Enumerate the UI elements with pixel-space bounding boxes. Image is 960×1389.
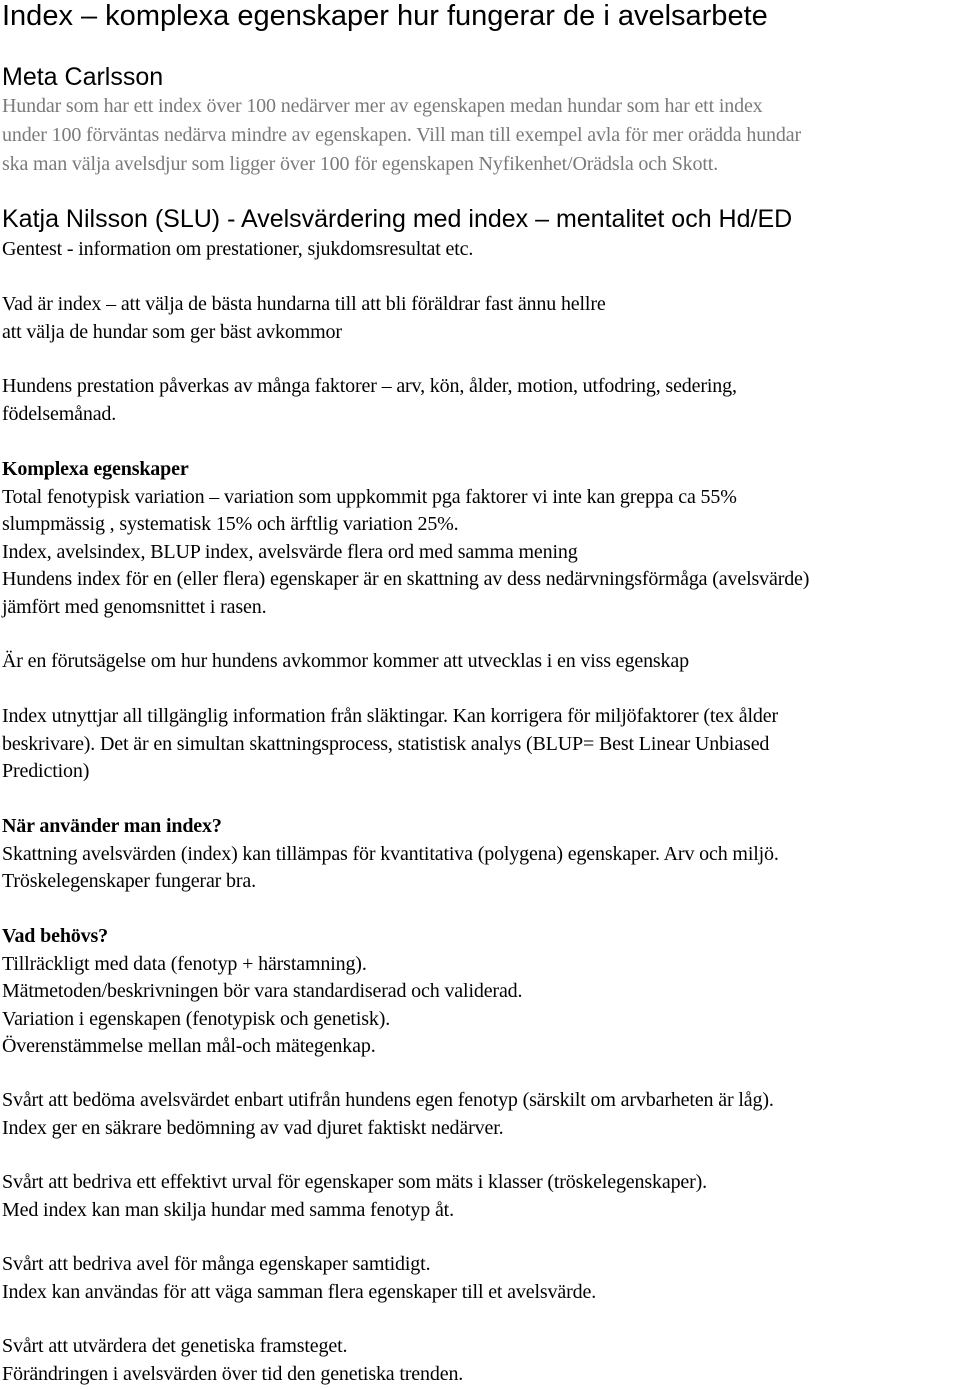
paragraph-svart-manga-egenskaper (2, 1251, 960, 1306)
document-title: Index – komplexa egenskaper hur fungerar de i avelsarbete (2, 0, 768, 32)
speaker2-heading: Katja Nilsson (SLU) - Avelsvärdering med index – mentalitet och Hd/ED (2, 205, 793, 233)
section-heading-komplexa-egenskaper: Komplexa egenskaper (2, 458, 189, 480)
text-line: Med index kan man skilja hundar med samma fenotyp åt. (2, 1198, 454, 1221)
text-line: Total fenotypisk variation – variation som uppkommit pga faktorer vi inte kan greppa ca 55% (2, 485, 737, 508)
text-line: Variation i egenskapen (fenotypisk och genetisk). (2, 1007, 391, 1030)
text-line: Svårt att bedriva avel för många egenskaper samtidigt. (2, 1253, 431, 1275)
text-line: Svårt att bedriva ett effektivt urval för egenskaper som mäts i klasser (tröskelegenskaper). (2, 1171, 708, 1193)
text-line: under 100 förväntas nedärva mindre av egenskapen. Vill man till exempel avla för mer orädda hundar (2, 124, 801, 146)
text-line: Mätmetoden/beskrivningen bör vara standardiserad och validerad. (2, 980, 523, 1002)
text-line: Index, avelsindex, BLUP index, avelsvärde flera ord med samma mening (2, 540, 578, 563)
text-line: Gentest - information om prestationer, sjukdomsresultat etc. (2, 238, 474, 260)
speaker1-text (2, 92, 960, 179)
text-line: att välja de hundar som ger bäst avkommor (2, 320, 342, 343)
text-line: Vad är index – att välja de bästa hundarna till att bli föräldrar fast ännu hellre (2, 293, 606, 315)
text-line: Index kan användas för att väga samman flera egenskaper till et avelsvärde. (2, 1280, 597, 1303)
section-heading-nar-anvander-man-index: När använder man index? (2, 815, 222, 837)
paragraph-komplexa (2, 456, 960, 621)
paragraph-vad-ar-index (2, 291, 960, 346)
text-line: Hundar som har ett index över 100 nedärver mer av egenskapen medan hundar som har ett index (2, 95, 763, 117)
text-line: Hundens index för en (eller flera) egenskaper är en skattning av dess nedärvningsförmåga (avelsvärde) (2, 568, 810, 590)
paragraph-vad-behovs (2, 923, 960, 1061)
paragraph-forutsagelse (2, 648, 960, 676)
paragraph-hundens-prestation (2, 373, 960, 428)
text-line: jämfört med genomsnittet i rasen. (2, 595, 267, 618)
text-line: Hundens prestation påverkas av många faktorer – arv, kön, ålder, motion, utfodring, sedering, (2, 375, 737, 397)
paragraph-svart-bedoma (2, 1087, 960, 1142)
text-line: Förändringen i avelsvärden över tid den genetiska trenden. (2, 1362, 464, 1385)
text-line: slumpmässig , systematisk 15% och ärftlig variation 25%. (2, 513, 459, 535)
paragraph-nar-anvander (2, 813, 960, 896)
text-line: Prediction) (2, 760, 90, 782)
text-line: födelsemånad. (2, 402, 117, 425)
paragraph-index-utnyttjar (2, 703, 960, 786)
text-line: Index ger en säkrare bedömning av vad djuret faktiskt nedärver. (2, 1116, 504, 1139)
paragraph-genetiska-framsteget (2, 1333, 960, 1388)
text-line: Index utnyttjar all tillgänglig information från släktingar. Kan korrigera för miljöfaktorer (tex ålder (2, 705, 778, 727)
text-line: Svårt att utvärdera det genetiska framsteget. (2, 1335, 348, 1357)
section-heading-vad-behovs: Vad behövs? (2, 925, 108, 947)
paragraph-svart-urval (2, 1169, 960, 1224)
speaker-name-meta-carlsson: Meta Carlsson (2, 63, 164, 91)
text-line: Skattning avelsvärden (index) kan tillämpas för kvantitativa (polygena) egenskaper. Arv och miljö. (2, 842, 779, 865)
text-line: Tillräckligt med data (fenotyp + härstamning). (2, 952, 367, 975)
text-line: beskrivare). Det är en simultan skattningsprocess, statistisk analys (BLUP= Best Linear Unbiased (2, 732, 770, 755)
text-line: Tröskelegenskaper fungerar bra. (2, 870, 256, 892)
text-line: ska man välja avelsdjur som ligger över 100 för egenskapen Nyfikenhet/Orädsla och Skott. (2, 153, 719, 175)
text-line: Svårt att bedöma avelsvärdet enbart utifrån hundens egen fenotyp (särskilt om arvbarheten är låg). (2, 1089, 774, 1111)
speaker2-subtitle (2, 236, 960, 264)
text-line: Är en förutsägelse om hur hundens avkommor kommer att utvecklas i en viss egenskap (2, 650, 689, 672)
text-line: Överenstämmelse mellan mål-och mätegenkap. (2, 1035, 376, 1057)
